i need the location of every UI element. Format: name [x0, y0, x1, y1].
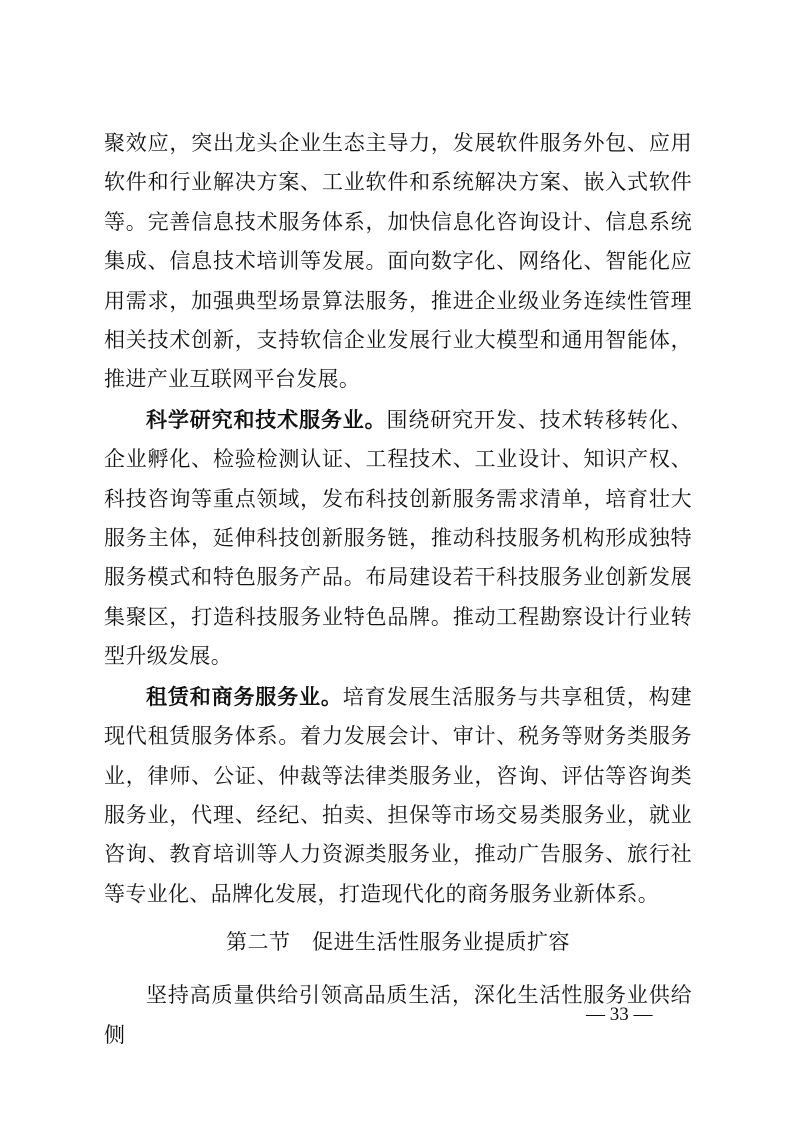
paragraph-life-services-intro: 坚持高质量供给引领高品质生活，深化生活性服务业供给侧 — [104, 983, 692, 1047]
page-number: — 33 — — [586, 1004, 653, 1025]
section-title: 第二节 促进生活性服务业提质扩容 — [226, 930, 570, 955]
paragraph-body-science-tech: 围绕研究开发、技术转移转化、企业孵化、检验检测认证、工程技术、工业设计、知识产权、科技咨询等重点领域，发布科技创新服务需求清单，培育壮大服务主体，延伸科技创新服务链，推动科技服务机构形成独特服务模式和特色服务产品。布局建设若干科技服务业创新发展集聚区，打造科技服务业特色品牌。推动工程勘察设计行业转型升级发展。 — [104, 407, 692, 669]
paragraph-leasing-business-services — [104, 677, 692, 914]
document-page — [104, 124, 692, 1055]
paragraph-lead-leasing: 租赁和商务服务业。 — [146, 683, 343, 709]
paragraph-body-leasing: 培育发展生活服务与共享租赁，构建现代租赁服务体系。着力发展会计、审计、税务等财务类服务业，律师、公证、仲裁等法律类服务业，咨询、评估等咨询类服务业，代理、经纪、拍卖、担保等市场交易类服务业，就业咨询、教育培训等人力资源类服务业，推动广告服务、旅行社等专业化、品牌化发展，打造现代化的商务服务业新体系。 — [104, 684, 692, 906]
paragraph-software-services: 聚效应，突出龙头企业生态主导力，发展软件服务外包、应用软件和行业解决方案、工业软件和系统解决方案、嵌入式软件等。完善信息技术服务体系，加快信息化咨询设计、信息系统集成、信息技术培训等发展。面向数字化、网络化、智能化应用需求，加强典型场景算法服务，推进企业级业务连续性管理相关技术创新，支持软信企业发展行业大模型和通用智能体，推进产业互联网平台发展。 — [104, 131, 692, 392]
paragraph-lead-science-tech: 科学研究和技术服务业。 — [146, 406, 387, 432]
paragraph-science-tech-services — [104, 400, 692, 677]
